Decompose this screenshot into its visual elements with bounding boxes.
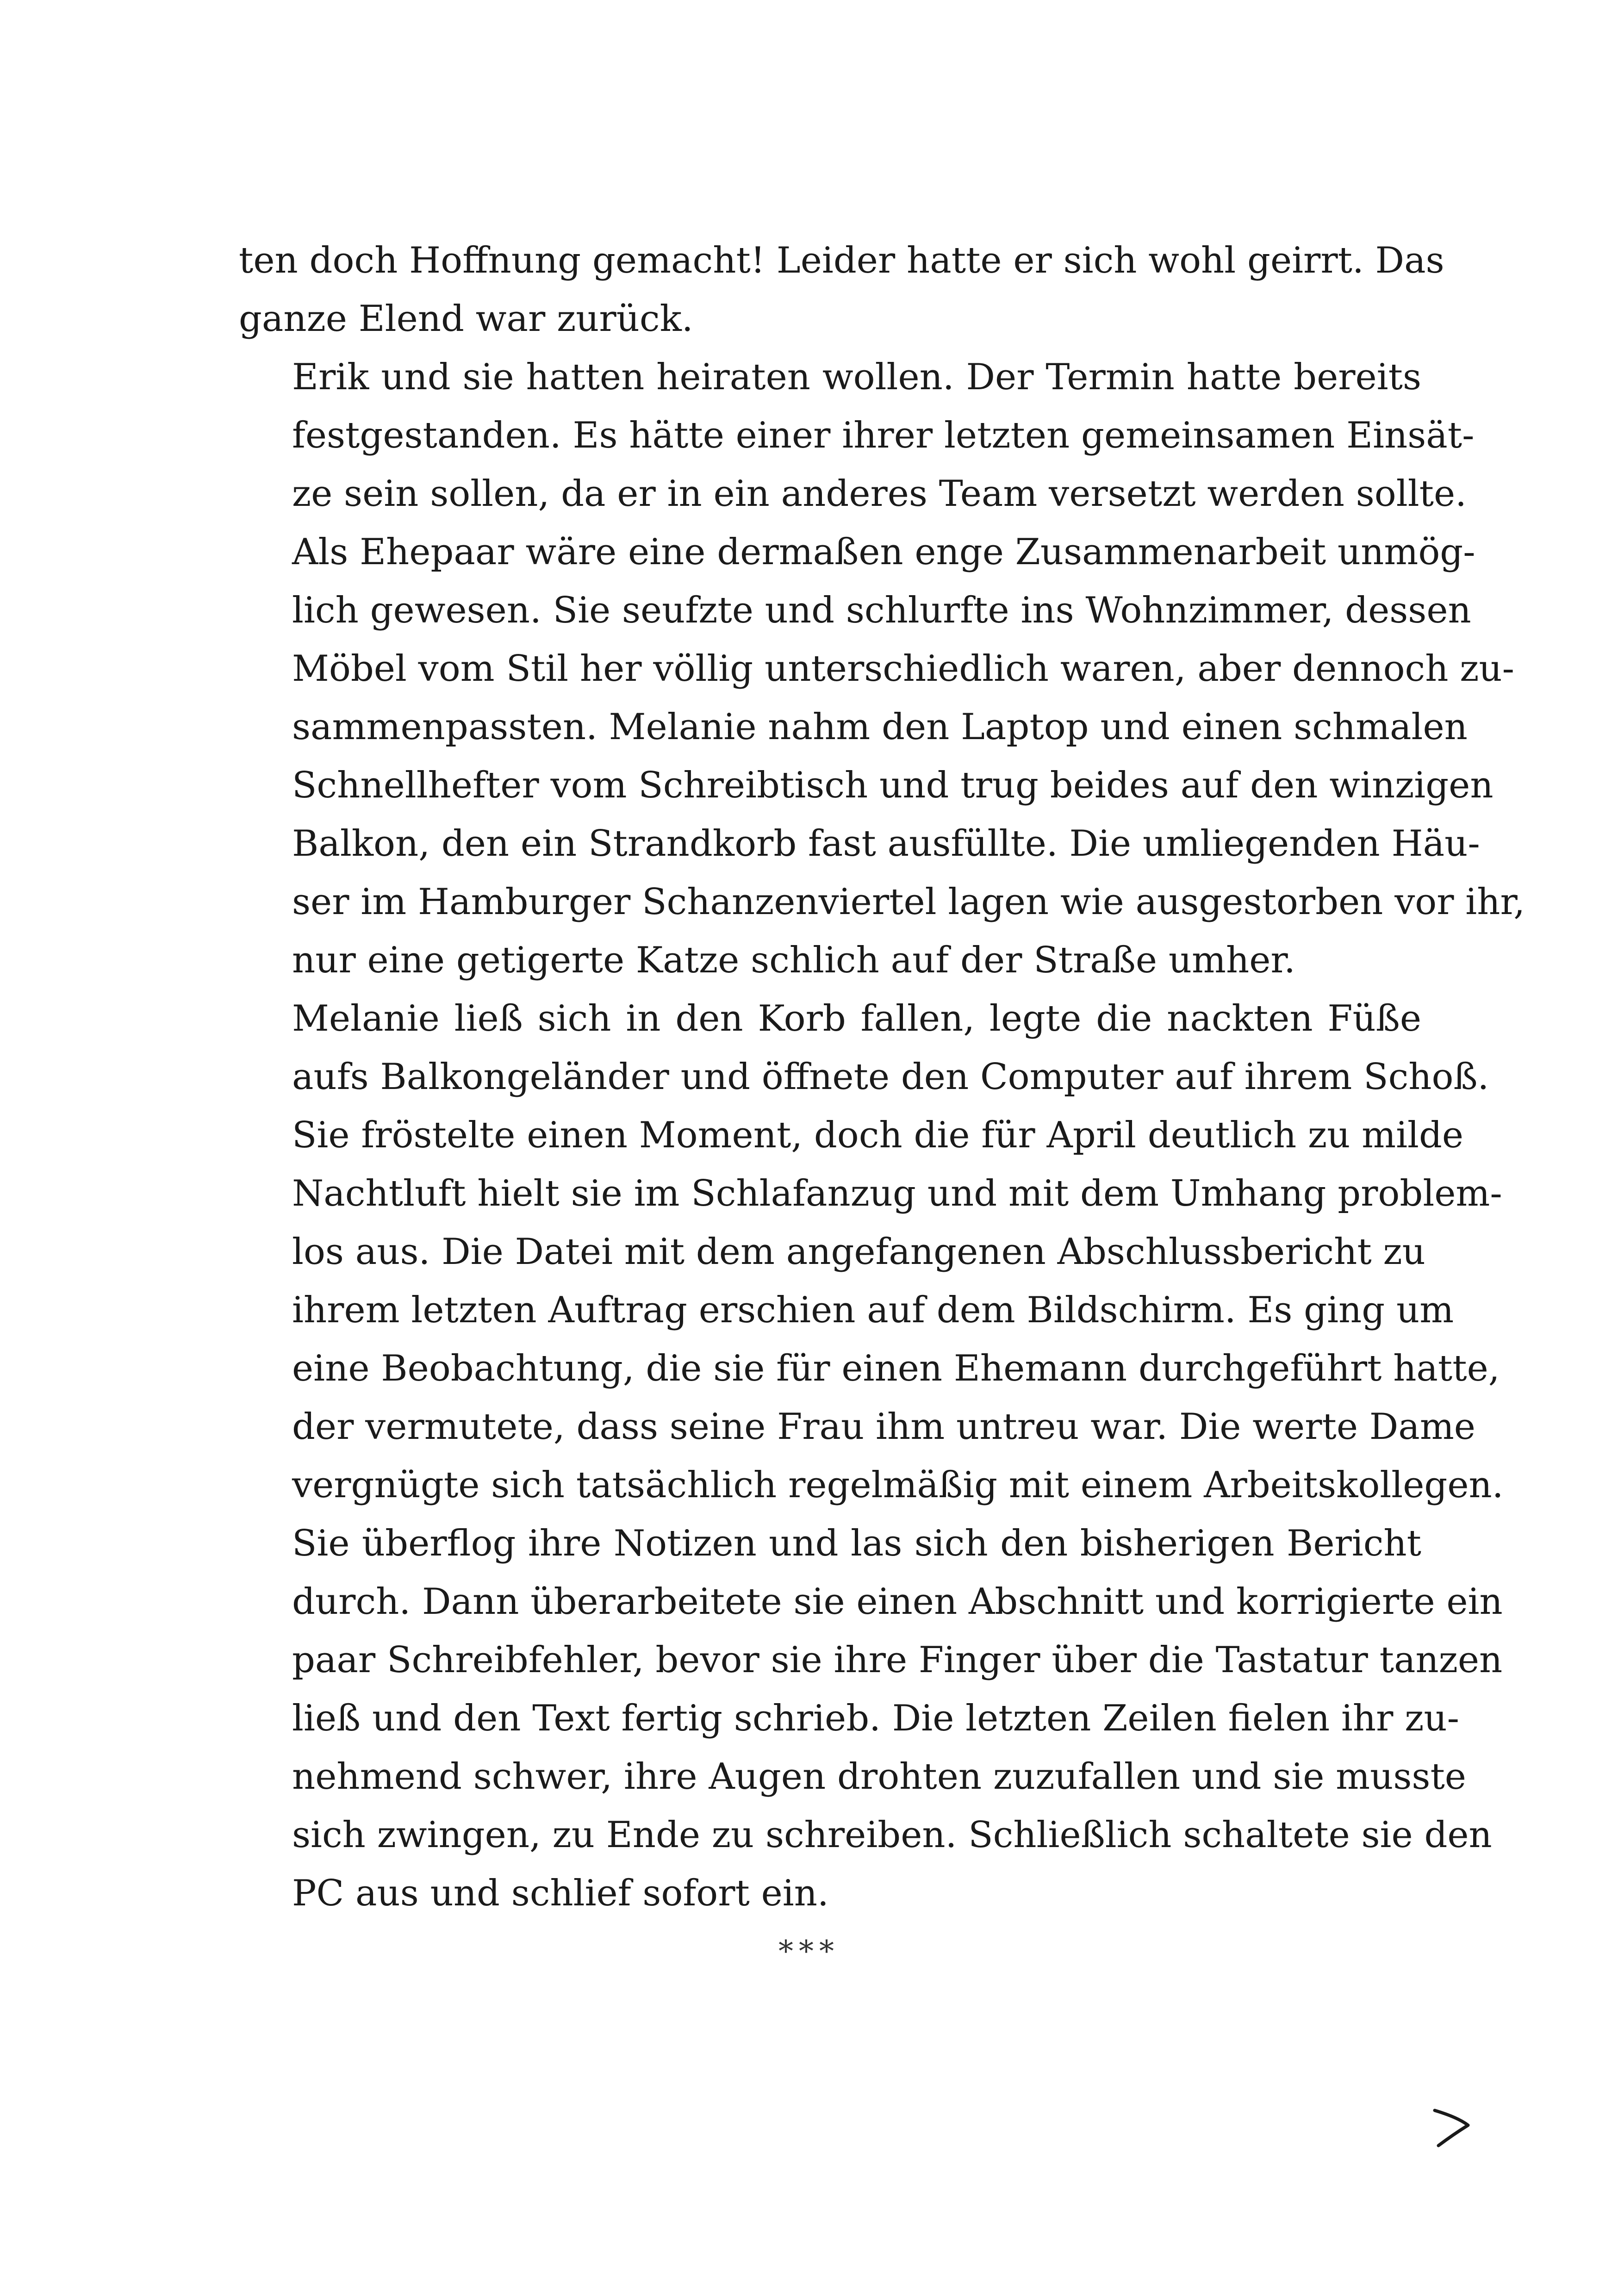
text-line: Sie überflog ihre Notizen und las sich den bisherigen Bericht	[292, 1523, 1421, 1564]
text-line: los aus. Die Datei mit dem angefangenen Abschlussbericht zu	[292, 1231, 1425, 1273]
paragraph	[239, 989, 1504, 1514]
text-line: ten doch Hoffnung gemacht! Leider hatte er sich wohl geirrt. Das	[239, 240, 1444, 281]
text-line: Nachtluft hielt sie im Schlafanzug und mit dem Umhang problem-	[292, 1173, 1502, 1214]
text-line: Als Ehepaar wäre eine dermaßen enge Zusammenarbeit unmög-	[292, 531, 1475, 573]
text-line: ihrem letzten Auftrag erschien auf dem Bildschirm. Es ging um	[292, 1289, 1454, 1331]
text-line: nur eine getigerte Katze schlich auf der Straße umher.	[292, 940, 1295, 981]
scene-break: ***	[778, 1935, 840, 1969]
text-line: ganze Elend war zurück.	[239, 298, 693, 340]
text-line: eine Beobachtung, die sie für einen Ehemann durchgeführt hatte,	[292, 1348, 1500, 1389]
text-line: ließ und den Text fertig schrieb. Die letzten Zeilen fielen ihr zu-	[292, 1698, 1459, 1739]
body-text	[239, 231, 1525, 1923]
text-line: festgestanden. Es hätte einer ihrer letzten gemeinsamen Einsät-	[292, 415, 1475, 456]
text-line: Möbel vom Stil her völlig unterschiedlich waren, aber dennoch zu-	[292, 648, 1514, 690]
text-line: Erik und sie hatten heiraten wollen. Der Termin hatte bereits	[292, 356, 1421, 398]
next-page-icon[interactable]	[1425, 2101, 1476, 2152]
text-line: Balkon, den ein Strandkorb fast ausfüllte. Die umliegenden Häu-	[292, 823, 1480, 865]
text-line: aufs Balkongeländer und öffnete den Computer auf ihrem Schoß.	[292, 1056, 1489, 1098]
text-line: nehmend schwer, ihre Augen drohten zuzufallen und sie musste	[292, 1756, 1466, 1798]
text-line: ze sein sollen, da er in ein anderes Team versetzt werden sollte.	[292, 473, 1467, 515]
text-line: sich zwingen, zu Ende zu schreiben. Schließlich schaltete sie den	[292, 1814, 1492, 1856]
text-line: vergnügte sich tatsächlich regelmäßig mit einem Arbeitskollegen.	[292, 1464, 1504, 1506]
text-line: PC aus und schlief sofort ein.	[292, 1873, 829, 1914]
text-line: Melanie ließ sich in den Korb fallen, legte die nackten Füße	[292, 998, 1421, 1039]
text-line: ser im Hamburger Schanzenviertel lagen wie ausgestorben vor ihr,	[292, 881, 1525, 923]
text-line: sammenpassten. Melanie nahm den Laptop und einen schmalen	[292, 706, 1468, 748]
paragraph	[239, 231, 1444, 348]
text-line: Sie fröstelte einen Moment, doch die für April deutlich zu milde	[292, 1114, 1464, 1156]
text-line: der vermutete, dass seine Frau ihm untreu war. Die werte Dame	[292, 1406, 1475, 1448]
paragraph	[239, 1514, 1503, 1923]
text-line: paar Schreibfehler, bevor sie ihre Finger über die Tastatur tanzen	[292, 1639, 1503, 1681]
paragraph	[239, 348, 1525, 989]
text-line: durch. Dann überarbeitete sie einen Abschnitt und korrigierte ein	[292, 1581, 1503, 1623]
text-line: lich gewesen. Sie seufzte und schlurfte ins Wohnzimmer, dessen	[292, 590, 1471, 631]
text-line: Schnellhefter vom Schreibtisch und trug beides auf den winzigen	[292, 765, 1494, 806]
